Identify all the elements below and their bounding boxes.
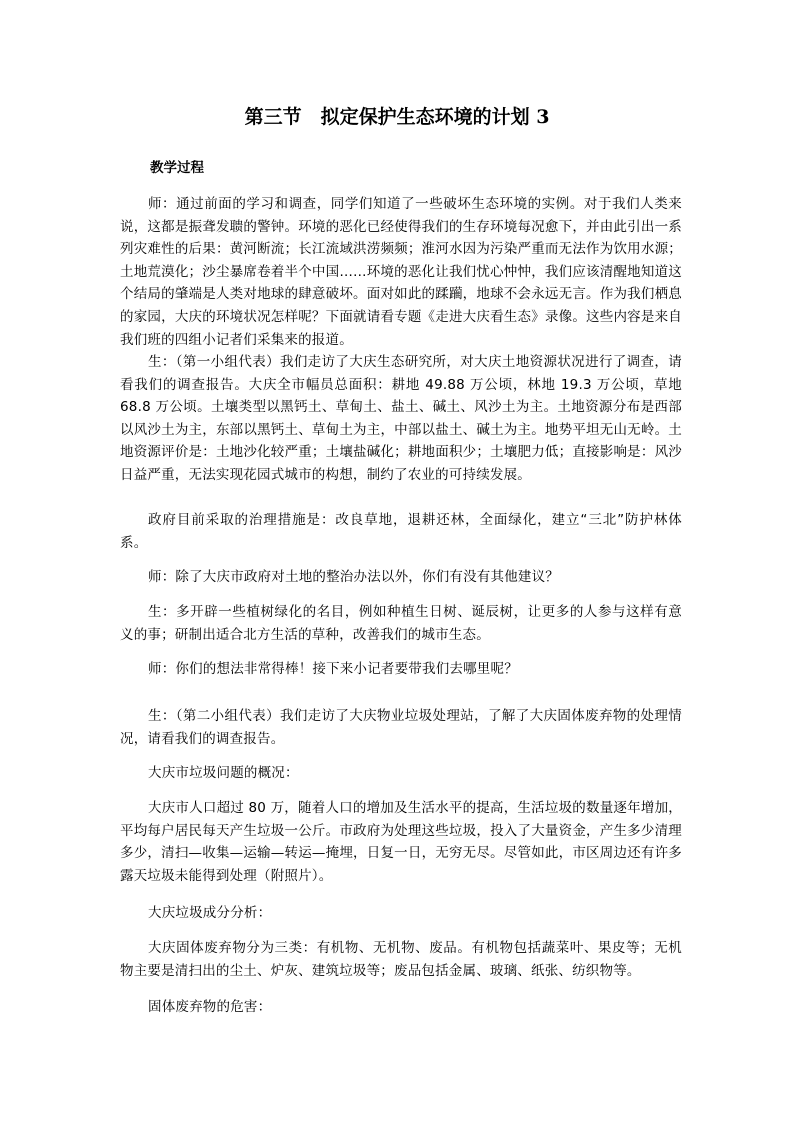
paragraph-garbage-overview-heading: 大庆市垃圾问题的概况： <box>148 765 299 781</box>
paragraph-composition-heading: 大庆垃圾成分分析： <box>148 905 272 921</box>
paragraph-teacher-intro: 师：通过前面的学习和调查，同学们知道了一些破坏生态环境的实例。对于我们人类来说，这都是振聋发聩的警钟。环境的恶化已经使得我们的生存环境每况愈下，并由此引出一系列灾难性的后果：黄河断流；长江流域洪涝频频；淮河水因为污染严重而无法作为饮用水源；土地荒漠化；沙尘暴席卷着半个中国……环境的恶化让我们忧心忡忡，我们应该清醒地知道这个结局的肇端是人类对地球的肆意破坏。面对如此的蹂躏，地球不会永远无言。作为我们栖息的家园，大庆的环境状况怎样呢？下面就请看专题《走进大庆看生态》录像。这些内容是来自我们班的四组小记者们采集来的报道。 <box>120 196 682 348</box>
paragraph-student-suggestion: 生：多开辟一些植树绿化的名目，例如种植生日树、诞辰树，让更多的人参与这样有意义的事；研制出适合北方生活的草种，改善我们的城市生态。 <box>120 604 682 643</box>
paragraph-teacher-praise: 师：你们的想法非常得棒！接下来小记者要带我们去哪里呢？ <box>148 661 518 677</box>
paragraph-group2-report: 生：（第二小组代表）我们走访了大庆物业垃圾处理站，了解了大庆固体废弃物的处理情况，请看我们的调查报告。 <box>120 708 682 747</box>
document-title: 第三节 拟定保护生态环境的计划 3 <box>244 106 550 128</box>
paragraph-group1-report: 生：（第一小组代表）我们走访了大庆生态研究所，对大庆土地资源状况进行了调查，请看我们的调查报告。大庆全市幅员总面积：耕地 49.88 万公顷，林地 19.3 万公顷，草地 68.8 万公顷。土壤类型以黑钙土、草甸土、盐土、碱土、风沙土为主。土地资源分布是西部以风沙土为主，东部以黑钙土、草甸土为主，中部以盐土、碱土为主。地势平坦无山无岭。土地资源评价是：土地沙化较严重；土壤盐碱化；耕地面积少；土壤肥力低；直接影响是：风沙日益严重，无法实现花园式城市的构想，制约了农业的可持续发展。 <box>120 354 682 483</box>
paragraph-government-measures: 政府目前采取的治理措施是：改良草地，退耕还林，全面绿化，建立“三北”防护林体系。 <box>120 512 682 551</box>
section-heading: 教学过程 <box>150 160 204 176</box>
paragraph-composition: 大庆固体废弃物分为三类：有机物、无机物、废品。有机物包括蔬菜叶、果皮等；无机物主要是清扫出的尘土、炉灰、建筑垃圾等；废品包括金属、玻璃、纸张、纺织物等。 <box>120 940 682 979</box>
paragraph-teacher-question: 师：除了大庆市政府对土地的整治办法以外，你们有没有其他建议？ <box>148 569 559 585</box>
paragraph-garbage-overview: 大庆市人口超过 80 万，随着人口的增加及生活水平的提高，生活垃圾的数量逐年增加，平均每户居民每天产生垃圾一公斤。市政府为处理这些垃圾，投入了大量资金，产生多少清理多少，清扫—收集—运输—转运—掩埋，日复一日，无穷无尽。尽管如此，市区周边还有许多露天垃圾未能得到处理（附照片）。 <box>120 800 682 884</box>
paragraph-hazards-heading: 固体废弃物的危害： <box>148 999 272 1015</box>
